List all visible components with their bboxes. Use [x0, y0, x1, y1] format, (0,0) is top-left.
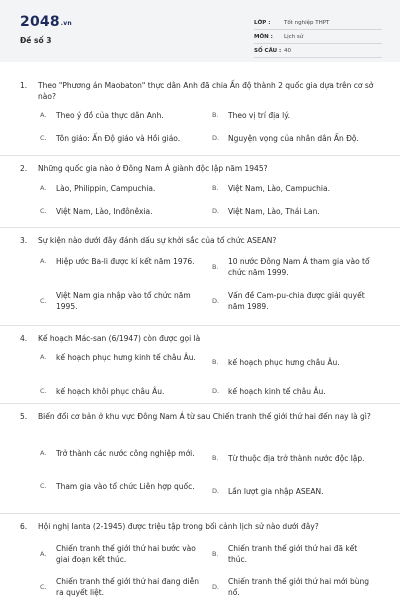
option-text: Việt Nam, Lào, Campuchia.: [228, 184, 330, 193]
option-letter: C.: [40, 134, 47, 142]
question-text: [20, 521, 378, 532]
option-text: Nguyện vọng của nhân dân Ấn Độ.: [228, 134, 359, 143]
option-a[interactable]: [40, 183, 206, 194]
option-letter: D.: [212, 487, 220, 495]
option-c[interactable]: [40, 133, 206, 144]
option-text: kế hoạch kinh tế châu Âu.: [228, 387, 326, 396]
option-b[interactable]: [212, 543, 378, 565]
meta-key: MÔN :: [254, 33, 273, 40]
option-letter: D.: [212, 134, 220, 142]
question-text: [20, 235, 378, 246]
option-text: Chiến tranh thế giới thứ hai mới bùng nổ.: [228, 577, 369, 597]
question-3: [0, 228, 400, 326]
option-a[interactable]: [40, 543, 206, 565]
site-logo[interactable]: [20, 14, 72, 30]
option-letter: B.: [212, 454, 219, 462]
option-text: Trở thành các nước công nghiệp mới.: [56, 449, 195, 458]
option-text: Việt Nam, Lào, Inđônêxia.: [56, 207, 153, 216]
option-b[interactable]: [212, 183, 378, 194]
meta-row-class: [254, 16, 382, 30]
question-number: 6.: [20, 522, 28, 531]
question-number: 5.: [20, 412, 28, 421]
option-d[interactable]: [212, 386, 378, 397]
option-letter: C.: [40, 482, 47, 490]
option-text: Lần lượt gia nhập ASEAN.: [228, 487, 324, 496]
option-d[interactable]: [212, 486, 378, 497]
option-text: Chiến tranh thế giới thứ hai đang diễn ra quyết liệt.: [56, 577, 200, 597]
option-d[interactable]: [212, 133, 378, 144]
question-number: 3.: [20, 236, 28, 245]
option-a[interactable]: [40, 256, 206, 267]
exam-meta: [254, 16, 382, 58]
question-text: [20, 333, 378, 344]
option-c[interactable]: [40, 290, 206, 312]
meta-row-count: [254, 44, 382, 58]
option-text: Từ thuộc địa trở thành nước độc lập.: [228, 454, 365, 463]
option-text: Tôn giáo: Ấn Độ giáo và Hồi giáo.: [56, 134, 181, 143]
meta-value: 40: [284, 47, 291, 54]
option-letter: A.: [40, 353, 47, 361]
option-text: Tham gia vào tổ chức Liên hợp quốc.: [56, 482, 195, 491]
question-4: [0, 326, 400, 404]
meta-key: SỐ CÂU :: [254, 47, 282, 54]
option-text: Chiến tranh thế giới thứ hai bước vào giai đoạn kết thúc.: [56, 544, 196, 564]
option-letter: C.: [40, 296, 47, 305]
option-letter: D.: [212, 582, 220, 591]
option-letter: A.: [40, 449, 47, 457]
meta-value: Tốt nghiệp THPT: [284, 19, 330, 26]
option-letter: C.: [40, 387, 47, 395]
option-letter: A.: [40, 257, 47, 265]
option-d[interactable]: [212, 206, 378, 217]
option-text: Chiến tranh thế giới thứ hai đã kết thúc.: [228, 544, 358, 564]
question-body: Biến đổi cơ bản ở khu vực Đông Nam Á từ sau Chiến tranh thế giới thứ hai đến nay là gì?: [38, 412, 371, 421]
option-letter: C.: [40, 207, 47, 215]
logo-suffix: .vn: [60, 20, 72, 27]
question-body: Kế hoạch Mác-san (6/1947) còn được gọi là: [38, 334, 201, 343]
option-letter: D.: [212, 207, 220, 215]
question-body: Theo "Phương án Maobaton" thực dân Anh đã chia Ấn độ thành 2 quốc gia dựa trên cơ sở nào?: [38, 81, 374, 101]
question-text: [20, 411, 378, 422]
option-letter: B.: [212, 111, 219, 119]
option-d[interactable]: [212, 576, 378, 598]
option-text: 10 nước Đông Nam Á tham gia vào tổ chức năm 1999.: [228, 257, 370, 277]
option-a[interactable]: [40, 352, 206, 363]
option-letter: B.: [212, 262, 219, 271]
option-b[interactable]: [212, 453, 378, 464]
meta-value: Lịch sử: [284, 33, 304, 40]
option-b[interactable]: [212, 357, 378, 368]
meta-row-subject: [254, 30, 382, 44]
option-letter: B.: [212, 358, 219, 366]
option-d[interactable]: [212, 290, 378, 312]
question-body: Sự kiện nào dưới đây đánh dấu sự khởi sắc của tổ chức ASEAN?: [38, 236, 277, 245]
option-letter: B.: [212, 549, 219, 558]
question-text: [20, 80, 378, 102]
option-text: Lào, Philippin, Campuchia.: [56, 184, 156, 193]
question-number: 1.: [20, 81, 28, 90]
option-b[interactable]: [212, 110, 378, 121]
option-c[interactable]: [40, 386, 206, 397]
option-text: Vấn đề Cam-pu-chia được giải quyết năm 1989.: [228, 291, 365, 311]
option-c[interactable]: [40, 206, 206, 217]
question-5: [0, 404, 400, 514]
question-number: 2.: [20, 164, 28, 173]
option-text: Theo vị trí địa lý.: [228, 111, 290, 120]
option-letter: A.: [40, 549, 47, 558]
option-letter: D.: [212, 296, 220, 305]
question-text: [20, 163, 378, 174]
option-letter: B.: [212, 184, 219, 192]
option-a[interactable]: [40, 448, 206, 459]
question-body: Hội nghị Ianta (2-1945) được triệu tập trong bối cảnh lịch sử nào dưới đây?: [38, 522, 319, 531]
option-letter: A.: [40, 184, 47, 192]
option-letter: D.: [212, 387, 220, 395]
option-a[interactable]: [40, 110, 206, 121]
logo-main: 2048: [20, 14, 60, 30]
option-letter: A.: [40, 111, 47, 119]
option-text: Việt Nam, Lào, Thái Lan.: [228, 207, 320, 216]
option-c[interactable]: [40, 576, 206, 598]
question-1: [0, 74, 400, 156]
option-text: Theo ý đồ của thực dân Anh.: [56, 111, 164, 120]
exam-id: Đề số 3: [20, 36, 52, 45]
option-text: kế hoạch khôi phục châu Âu.: [56, 387, 165, 396]
question-body: Những quốc gia nào ở Đông Nam Á giành độc lập năm 1945?: [38, 164, 268, 173]
exam-header: [0, 0, 400, 62]
option-text: kế hoạch phục hưng kinh tế châu Âu.: [56, 353, 196, 362]
question-number: 4.: [20, 334, 28, 343]
option-c[interactable]: [40, 481, 206, 492]
question-6: [0, 514, 400, 600]
question-2: [0, 156, 400, 228]
option-text: kế hoạch phục hưng châu Âu.: [228, 358, 340, 367]
option-letter: C.: [40, 582, 47, 591]
option-text: Hiệp ước Ba-li được kí kết năm 1976.: [56, 257, 195, 266]
option-text: Việt Nam gia nhập vào tổ chức năm 1995.: [56, 291, 191, 311]
meta-key: LỚP :: [254, 19, 271, 26]
option-b[interactable]: [212, 256, 378, 278]
